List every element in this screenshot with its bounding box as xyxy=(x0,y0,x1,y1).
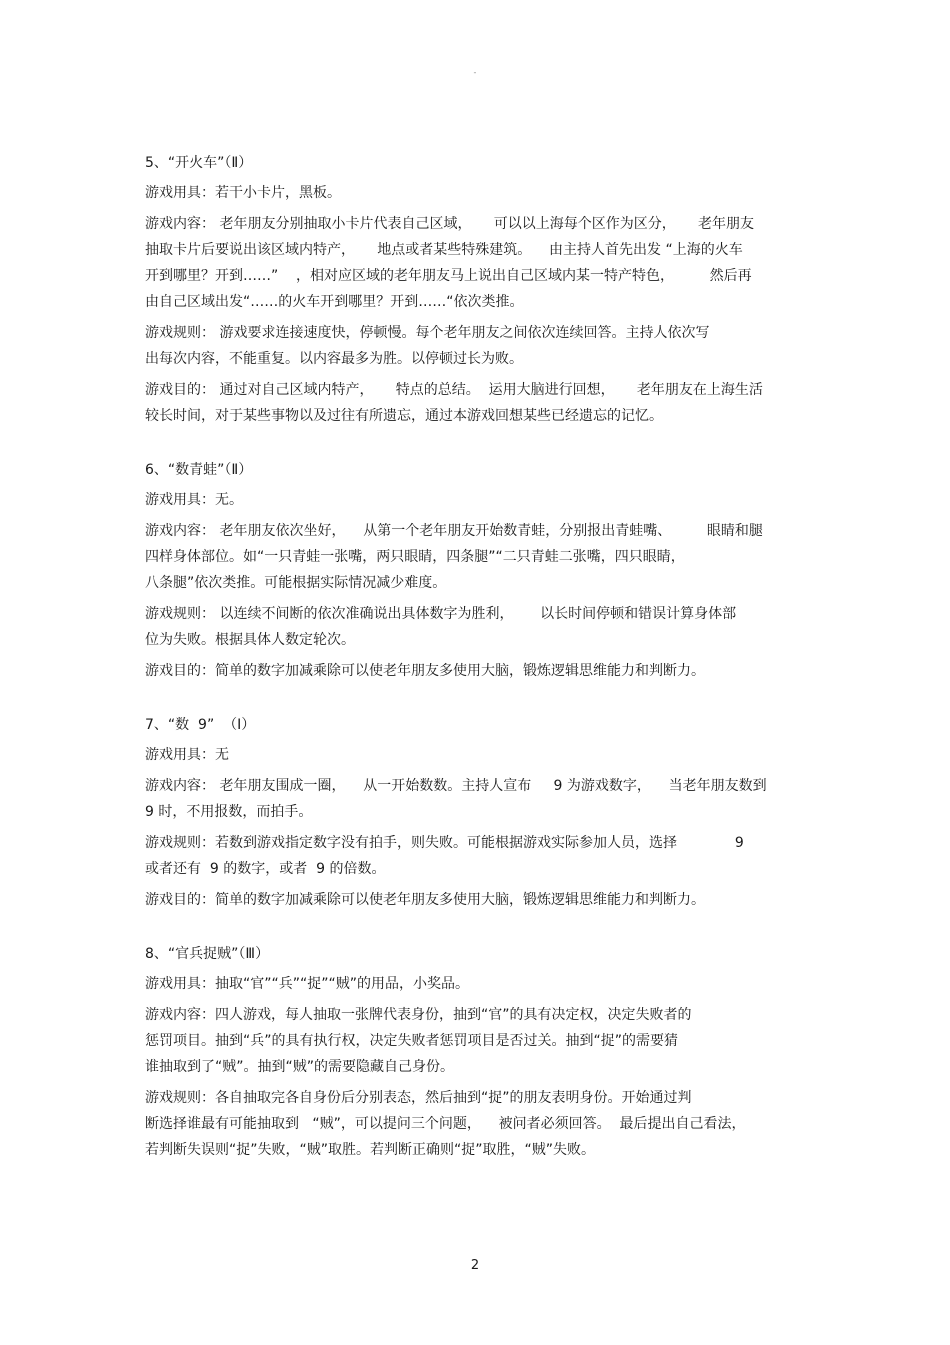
text-line: 若判断失误则“捉”失败，“贼”取胜。若判断正确则“捉”取胜，“贼”失败。 xyxy=(145,1142,596,1158)
text-line: 游戏规则：各自抽取完各自身份后分别表态，然后抽到“捉”的朋友表明身份。开始通过判 xyxy=(145,1090,692,1106)
text-line: 游戏目的： 通过对自己区域内特产， 特点的总结。 运用大脑进行回想， 老年朋友在上海生活 xyxy=(145,382,763,398)
paragraph xyxy=(145,211,805,315)
paragraph xyxy=(145,180,805,206)
paragraph xyxy=(145,601,805,653)
header-mark: - xyxy=(473,68,477,77)
paragraph xyxy=(145,1085,805,1163)
paragraph xyxy=(145,377,805,429)
paragraph xyxy=(145,887,805,913)
text-line: 游戏目的：简单的数字加减乘除可以使老年朋友多使用大脑，锻炼逻辑思维能力和判断力。 xyxy=(145,892,705,908)
text-line: 游戏目的：简单的数字加减乘除可以使老年朋友多使用大脑，锻炼逻辑思维能力和判断力。 xyxy=(145,663,705,679)
game-section xyxy=(145,457,805,684)
text-line: 游戏内容：四人游戏，每人抽取一张牌代表身份，抽到“官”的具有决定权，决定失败者的 xyxy=(145,1007,692,1023)
text-line: 谁抽取到了“贼”。抽到“贼”的需要隐藏自己身份。 xyxy=(145,1059,455,1075)
text-line: 游戏用具：无 xyxy=(145,747,229,763)
text-line: 游戏规则： 以连续不间断的依次准确说出具体数字为胜利， 以长时间停顿和错误计算身体部 xyxy=(145,606,737,622)
text-line: 游戏内容： 老年朋友围成一圈， 从一开始数数。主持人宣布 9 为游戏数字， 当老年朋友数到 xyxy=(145,778,767,794)
text-line: 八条腿”依次类推。可能根据实际情况减少难度。 xyxy=(145,575,447,591)
text-line: 或者还有 9 的数字，或者 9 的倍数。 xyxy=(145,861,386,877)
paragraph xyxy=(145,742,805,768)
document-body xyxy=(145,150,805,1191)
paragraph xyxy=(145,487,805,513)
paragraph xyxy=(145,518,805,596)
paragraph xyxy=(145,658,805,684)
text-line: 抽取卡片后要说出该区域内特产， 地点或者某些特殊建筑。 由主持人首先出发 “上海的火车 xyxy=(145,242,743,258)
paragraph xyxy=(145,773,805,825)
paragraph xyxy=(145,830,805,882)
text-line: 游戏内容： 老年朋友依次坐好， 从第一个老年朋友开始数青蛙，分别报出青蛙嘴、 眼睛和腿 xyxy=(145,523,763,539)
section-title: 6、“数青蛙”（Ⅱ） xyxy=(145,462,253,478)
section-title: 7、“数 9” （Ⅰ） xyxy=(145,717,256,733)
paragraph xyxy=(145,971,805,997)
text-line: 游戏用具：无。 xyxy=(145,492,243,508)
game-section xyxy=(145,941,805,1163)
text-line: 由自己区域出发“……的火车开到哪里？开到……“依次类推。 xyxy=(145,294,524,310)
text-line: 开到哪里？开到……” ，相对应区域的老年朋友马上说出自己区域内某一特产特色， 然后再 xyxy=(145,268,752,284)
text-line: 断选择谁最有可能抽取到 “贼”，可以提问三个问题， 被问者必须回答。 最后提出自己看法， xyxy=(145,1116,746,1132)
text-line: 惩罚项目。抽到“兵”的具有执行权，决定失败者惩罚项目是否过关。抽到“捉”的需要猜 xyxy=(145,1033,679,1049)
text-line: 游戏用具：抽取“官”“兵”“捉”“贼”的用品，小奖品。 xyxy=(145,976,470,992)
text-line: 游戏规则： 游戏要求连接速度快，停顿慢。每个老年朋友之间依次连续回答。主持人依次写 xyxy=(145,325,710,341)
game-section xyxy=(145,712,805,913)
text-line: 较长时间，对于某些事物以及过往有所遗忘，通过本游戏回想某些已经遗忘的记忆。 xyxy=(145,408,663,424)
section-title: 8、“官兵捉贼”（Ⅲ） xyxy=(145,946,270,962)
section-title: 5、“开火车”（Ⅱ） xyxy=(145,155,253,171)
text-line: 游戏内容： 老年朋友分别抽取小卡片代表自己区域， 可以以上海每个区作为区分， 老年朋友 xyxy=(145,216,754,232)
paragraph xyxy=(145,1002,805,1080)
text-line: 9 时，不用报数，而拍手。 xyxy=(145,804,313,820)
text-line: 出每次内容，不能重复。以内容最多为胜。以停顿过长为败。 xyxy=(145,351,523,367)
paragraph xyxy=(145,320,805,372)
text-line: 游戏规则：若数到游戏指定数字没有拍手，则失败。可能根据游戏实际参加人员，选择 9 xyxy=(145,835,744,851)
page-number: 2 xyxy=(470,1258,480,1273)
text-line: 四样身体部位。如“一只青蛙一张嘴，两只眼睛，四条腿”“二只青蛙二张嘴，四只眼睛， xyxy=(145,549,685,565)
game-section xyxy=(145,150,805,429)
text-line: 位为失败。根据具体人数定轮次。 xyxy=(145,632,355,648)
text-line: 游戏用具：若干小卡片，黑板。 xyxy=(145,185,341,201)
